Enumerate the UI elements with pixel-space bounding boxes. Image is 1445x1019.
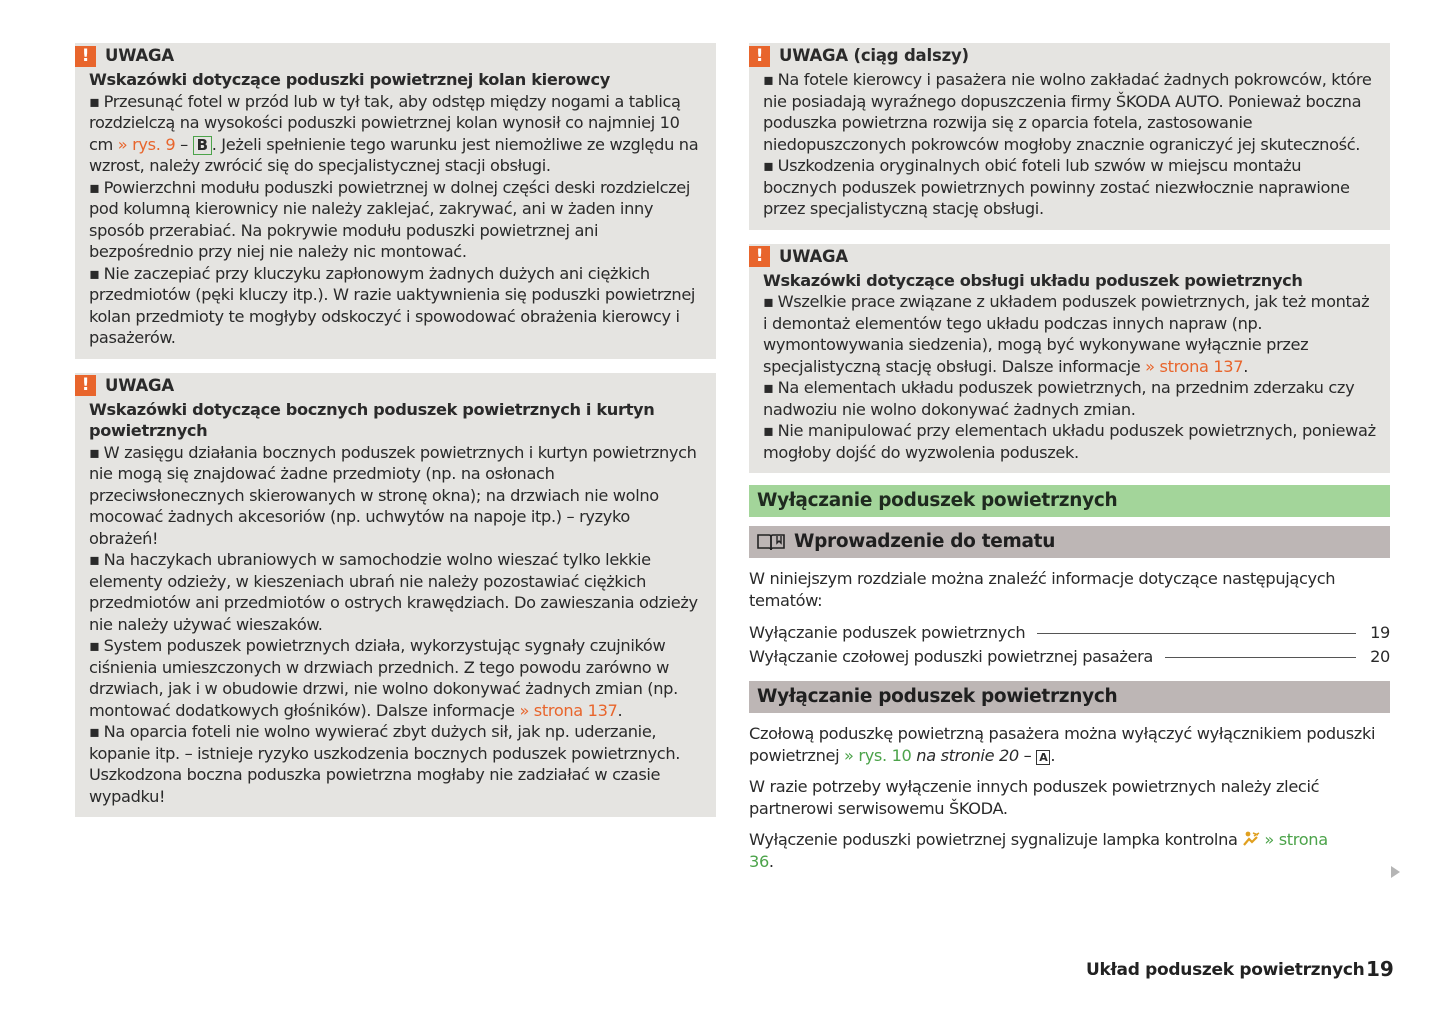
warning-subtitle: Wskazówki dotyczące poduszki powietrznej kolan kierowcy [89,70,610,89]
warning-bullet: ▪ Powierzchni modułu poduszki powietrznej w dolnej części deski rozdzielczej pod kolumną kierownicy nie należy zaklejać, zakrywać, ani w żaden inny sposób przerabiać. Na pokrywie modułu poduszki powietrznej ani bezpośrednio przy niej nie należy nic montować. [89,177,702,263]
bullet-text: Wszelkie prace związane z układem poduszek powietrznych, jak też montaż i demontaż elementów tego układu podczas innych napraw (np. wymontowywania siedzenia), mogą być wykonywane wyłącznie przez specjalistyczną stację obsługi. Dalsze informacje [763,292,1370,376]
paragraph-text: . [768,851,774,871]
airbag-off-warning-lamp-icon [1242,831,1260,847]
right-column [749,43,1390,872]
warning-bullet: ▪ Nie manipulować przy elementach układu poduszek powietrznych, ponieważ mogłoby dojść do wyzwolenia poduszek. [763,420,1376,463]
warning-header [749,45,1376,67]
footer-chapter-title: Układ poduszek powietrznych [1086,960,1365,980]
paragraph-text: . [1050,745,1056,765]
warning-header [749,246,1376,268]
subsection-heading: Wyłączanie poduszek powietrznych [749,681,1390,713]
warning-title: UWAGA [105,46,174,66]
figure-ref-badge: A [1036,750,1050,765]
warning-box-continued [749,43,1390,230]
warning-bullet: ▪ Na haczykach ubraniowych w samochodzie wolno wieszać tylko lekkie elementy odzieży, w kieszeniach ubrań nie należy pozostawiać ciężkich przedmiotów ani przedmiotów o ostrych krawędziach. Do zawieszania odzieży nie należy używać wieszaków. [89,549,702,635]
warning-box-side-airbags [75,373,716,818]
warning-bullet [763,291,1376,377]
bullet-text: System poduszek powietrznych działa, wykorzystując sygnały czujników ciśnienia umieszczonych w drzwiach przednich. Z tego powodu zarówno w drzwiach, jak i w obudowie drzwi, nie wolno dokonywać żadnych zmian (np. montować dodatkowych głośników). Dalsze informacje [89,636,678,720]
warning-exclamation-icon: ! [749,246,770,267]
warning-box-knee-airbag [75,43,716,359]
bullet-text: . Jeżeli spełnienie tego warunku jest niemożliwe ze względu na wzrost, należy zwrócić się do specjalistycznej stacji obsługi. [89,134,699,175]
warning-bullet: ▪ Na oparcia foteli nie wolno wywierać zbyt dużych sił, jak np. uderzanie, kopanie itp. – istnieje ryzyko uszkodzenia bocznych poduszek powietrznych. Uszkodzona boczna poduszka powietrzna mogłaby nie zadziałać w czasie wypadku! [89,721,702,807]
warning-box-airbag-service [749,244,1390,474]
warning-bullet: ▪ Nie zaczepiać przy kluczyku zapłonowym żadnych dużych ani ciężkich przedmiotów (pęki kluczy itp.). W razie uaktywnienia się poduszki powietrznej kolan przedmioty te mogłyby odskoczyć i spowodować obrażenia kierowcy i pasażerów. [89,263,702,349]
toc-row[interactable] [749,645,1390,669]
paragraph [749,723,1390,766]
warning-bullet: ▪ Na elementach układu poduszek powietrznych, na przednim zderzaku czy nadwoziu nie wolno dokonywać żadnych zmian. [763,377,1376,420]
paragraph [749,829,1390,872]
toc-leader-line [1165,657,1356,658]
warning-bullet [89,91,702,177]
bullet-text: . [1243,356,1248,376]
page-number: 19 [1366,957,1394,981]
paragraph-text: Wyłączenie poduszki powietrznej sygnalizuje lampka kontrolna [749,830,1243,849]
bullet-text: . [617,700,623,720]
toc-row[interactable] [749,621,1390,645]
figure-ref-badge: B [193,136,212,155]
toc-page-number: 20 [1370,647,1390,666]
warning-title: UWAGA [105,375,174,395]
page-link[interactable]: » strona 137 [519,700,618,720]
left-column [75,43,716,831]
warning-exclamation-icon: ! [75,375,96,396]
warning-bullet [89,635,702,721]
dash: – [175,134,193,154]
intro-heading [749,526,1390,558]
page-reference-italic: na stronie 20 [911,745,1019,765]
warning-header [75,375,702,397]
toc-label: Wyłączanie poduszek powietrznych [749,623,1026,642]
bullet-text: Przesunąć fotel w przód lub w tył tak, aby odstęp między nogami a tablicą rozdzielczą na wysokości poduszki powietrznej kolan wynosił co najmniej 10 cm [89,91,681,154]
page-link[interactable]: » strona 36 [749,830,1328,871]
toc-page-number: 19 [1370,623,1390,642]
next-page-arrow-icon[interactable] [1391,866,1400,878]
toc-leader-line [1037,633,1356,634]
warning-header [75,45,702,67]
warning-title: UWAGA (ciąg dalszy) [779,46,969,66]
warning-subtitle: Wskazówki dotyczące obsługi układu poduszek powietrznych [763,270,1303,290]
dash: – [1018,745,1037,765]
intro-title: Wprowadzenie do tematu [794,531,1056,552]
warning-bullet: ▪ Na fotele kierowcy i pasażera nie wolno zakładać żadnych pokrowców, które nie posiadają wyraźnego dopuszczenia firmy ŠKODA AUTO. Ponieważ boczna poduszka powietrzna rozwija się z oparcia fotela, zastosowanie niedopuszczonych pokrowców mogłoby znacznie ograniczyć jej skuteczność. [763,69,1376,155]
warning-subtitle: Wskazówki dotyczące bocznych poduszek powietrznych i kurtyn powietrznych [89,399,655,440]
warning-bullet: ▪ W zasięgu działania bocznych poduszek powietrznych i kurtyn powietrznych nie mogą się znajdować żadne przedmioty (np. na osłonach przeciwsłonecznych skierowanych w stronę okna); na drzwiach nie wolno mocować żadnych akcesoriów (np. uchwytów na napoje itp.) – ryzyko obrażeń! [89,442,702,550]
warning-title: UWAGA [779,246,848,266]
toc-label: Wyłączanie czołowej poduszki powietrznej pasażera [749,647,1153,666]
figure-link[interactable]: » rys. 10 [844,745,912,765]
warning-bullet: ▪ Uszkodzenia oryginalnych obić foteli lub szwów w miejscu montażu bocznych poduszek powietrznych powinny zostać niezwłocznie naprawione przez specjalistyczną stację obsługi. [763,155,1376,220]
book-icon [757,533,785,551]
table-of-contents [749,621,1390,669]
paragraph-text: Czołową poduszkę powietrzną pasażera można wyłączyć wyłącznikiem poduszki powietrznej [749,724,1376,765]
intro-text: W niniejszym rozdziale można znaleźć informacje dotyczące następujących tematów: [749,569,1336,610]
warning-exclamation-icon: ! [75,46,96,67]
paragraph: W razie potrzeby wyłączenie innych poduszek powietrznych należy zlecić partnerowi serwisowemu ŠKODA. [749,777,1320,818]
warning-exclamation-icon: ! [749,46,770,67]
page-link[interactable]: » strona 137 [1145,356,1244,376]
section-heading: Wyłączanie poduszek powietrznych [749,485,1390,517]
figure-link[interactable]: » rys. 9 [117,134,176,154]
